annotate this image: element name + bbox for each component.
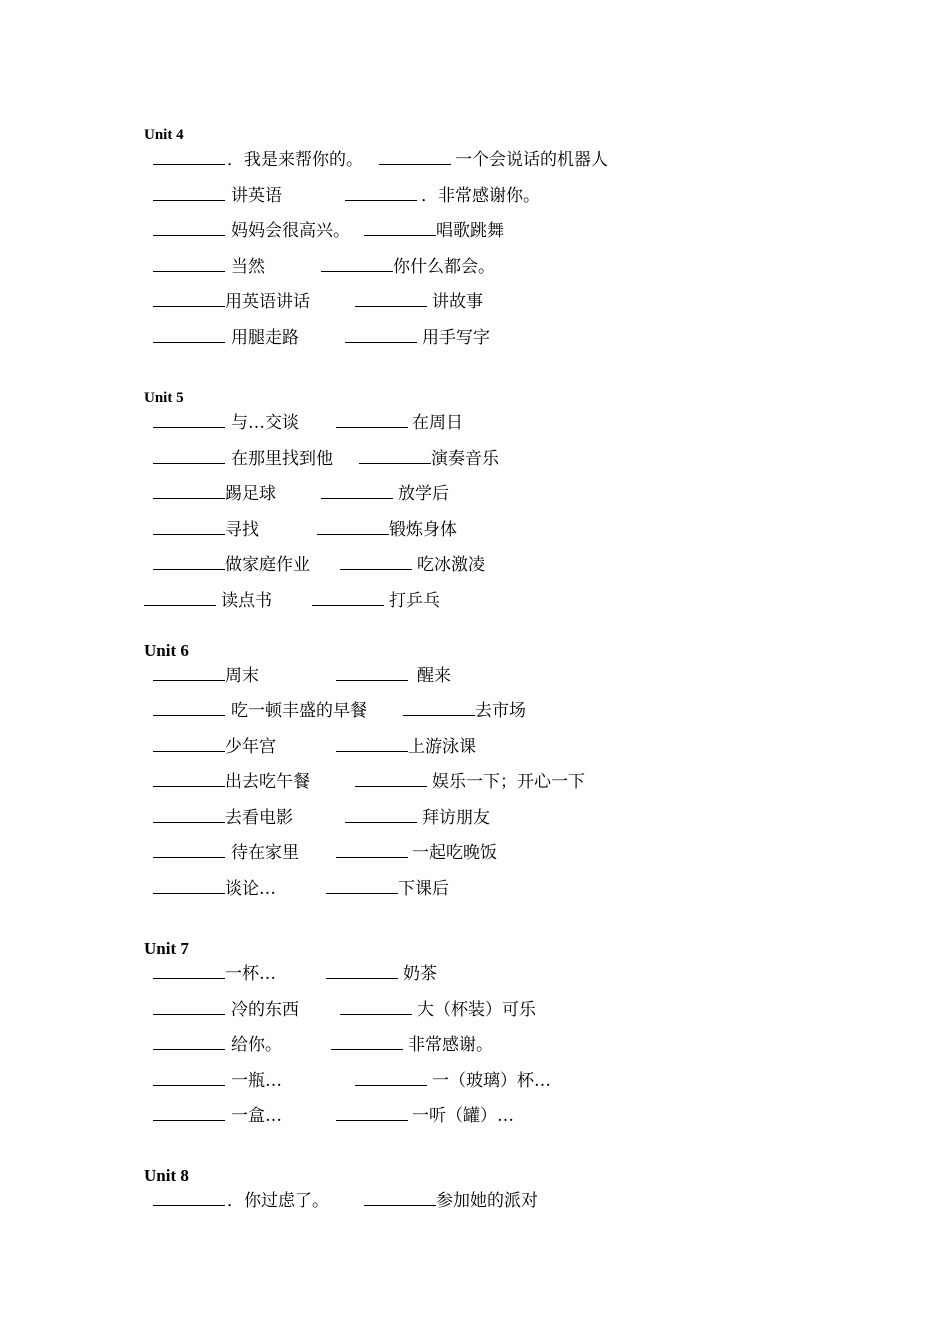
phrase-text: 在周日	[412, 413, 463, 433]
phrase-text: 踢足球	[225, 484, 276, 504]
answer-blank[interactable]	[153, 699, 225, 716]
answer-blank[interactable]	[336, 664, 408, 681]
phrase-text: 给你。	[231, 1035, 282, 1055]
phrase-text: 一听（罐）…	[412, 1106, 514, 1126]
unit-title: Unit 5	[144, 390, 184, 406]
phrase-text: 你什么都会。	[393, 257, 495, 277]
vocab-row	[0, 1069, 950, 1093]
unit-title: Unit 4	[144, 127, 184, 143]
answer-blank[interactable]	[326, 962, 398, 979]
phrase-text: 娱乐一下；开心一下	[432, 772, 585, 792]
phrase-text: 奶茶	[403, 964, 437, 984]
answer-blank[interactable]	[336, 841, 408, 858]
unit-title: Unit 7	[144, 939, 189, 958]
vocab-row	[0, 447, 950, 471]
answer-blank[interactable]	[153, 1033, 225, 1050]
phrase-text: 用英语讲话	[225, 292, 310, 312]
phrase-text: 演奏音乐	[431, 449, 499, 469]
vocab-row	[0, 1033, 950, 1057]
phrase-text: 与…交谈	[231, 413, 299, 433]
vocab-row	[0, 184, 950, 208]
vocab-row	[0, 255, 950, 279]
phrase-text: 参加她的派对	[436, 1191, 538, 1211]
phrase-text: 谈论…	[225, 879, 276, 899]
unit-title: Unit 8	[144, 1166, 189, 1185]
answer-blank[interactable]	[153, 998, 225, 1015]
answer-blank[interactable]	[153, 1104, 225, 1121]
answer-blank[interactable]	[153, 770, 225, 787]
phrase-text: 读点书	[221, 591, 272, 611]
answer-blank[interactable]	[153, 219, 225, 236]
answer-blank[interactable]	[153, 841, 225, 858]
answer-blank[interactable]	[336, 411, 408, 428]
phrase-text: 用手写字	[422, 328, 490, 348]
vocab-row	[0, 290, 950, 314]
phrase-text: 当然	[231, 257, 265, 277]
phrase-text: 拜访朋友	[422, 808, 490, 828]
phrase-text: 打乒乓	[389, 591, 440, 611]
vocab-row	[0, 962, 950, 986]
vocab-row	[0, 326, 950, 350]
phrase-text: 寻找	[225, 520, 259, 540]
phrase-text: 做家庭作业	[225, 555, 310, 575]
answer-blank[interactable]	[321, 482, 393, 499]
vocab-row	[0, 482, 950, 506]
answer-blank[interactable]	[153, 148, 225, 165]
phrase-text: 讲英语	[231, 186, 282, 206]
vocab-row	[0, 411, 950, 435]
phrase-text: 在那里找到他	[231, 449, 333, 469]
vocab-row	[0, 841, 950, 865]
phrase-text: 去看电影	[225, 808, 293, 828]
answer-blank[interactable]	[345, 184, 417, 201]
answer-blank[interactable]	[379, 148, 451, 165]
answer-blank[interactable]	[153, 877, 225, 894]
answer-blank[interactable]	[153, 518, 225, 535]
answer-blank[interactable]	[345, 326, 417, 343]
answer-blank[interactable]	[355, 770, 427, 787]
answer-blank[interactable]	[153, 290, 225, 307]
vocab-row	[0, 1189, 950, 1213]
phrase-text: ．你过虑了。	[227, 1191, 329, 1211]
unit-title: Unit 6	[144, 641, 189, 660]
answer-blank[interactable]	[153, 255, 225, 272]
answer-blank[interactable]	[403, 699, 475, 716]
vocab-row	[0, 998, 950, 1022]
phrase-text: ．非常感谢你。	[421, 186, 540, 206]
answer-blank[interactable]	[345, 806, 417, 823]
answer-blank[interactable]	[153, 326, 225, 343]
phrase-text: 唱歌跳舞	[436, 221, 504, 241]
phrase-text: 下课后	[398, 879, 449, 899]
answer-blank[interactable]	[364, 219, 436, 236]
phrase-text: 用腿走路	[231, 328, 299, 348]
phrase-text: 吃一顿丰盛的早餐	[231, 701, 367, 721]
phrase-text: 一个会说话的机器人	[455, 150, 608, 170]
answer-blank[interactable]	[336, 735, 408, 752]
phrase-text: 妈妈会很高兴。	[231, 221, 350, 241]
answer-blank[interactable]	[153, 806, 225, 823]
phrase-text: 非常感谢。	[408, 1035, 493, 1055]
vocab-row	[0, 589, 950, 613]
vocab-row	[0, 1104, 950, 1128]
phrase-text: 讲故事	[432, 292, 483, 312]
phrase-text: 吃冰激凌	[417, 555, 485, 575]
phrase-text: 一（玻璃）杯…	[432, 1071, 551, 1091]
vocab-row	[0, 219, 950, 243]
answer-blank[interactable]	[340, 553, 412, 570]
phrase-text: 出去吃午餐	[225, 772, 310, 792]
phrase-text: 大（杯装）可乐	[417, 1000, 536, 1020]
vocab-row	[0, 770, 950, 794]
vocab-row	[0, 664, 950, 688]
answer-blank[interactable]	[336, 1104, 408, 1121]
answer-blank[interactable]	[355, 1069, 427, 1086]
answer-blank[interactable]	[364, 1189, 436, 1206]
vocab-row	[0, 553, 950, 577]
phrase-text: 醒来	[417, 666, 451, 686]
vocab-row	[0, 148, 950, 172]
phrase-text: 一瓶…	[231, 1071, 282, 1091]
phrase-text: ．我是来帮你的。	[227, 150, 363, 170]
answer-blank[interactable]	[153, 184, 225, 201]
answer-blank[interactable]	[312, 589, 384, 606]
answer-blank[interactable]	[153, 447, 225, 464]
vocab-row	[0, 877, 950, 901]
phrase-text: 放学后	[398, 484, 449, 504]
answer-blank[interactable]	[153, 482, 225, 499]
answer-blank[interactable]	[153, 962, 225, 979]
phrase-text: 一起吃晚饭	[412, 843, 497, 863]
vocab-row	[0, 699, 950, 723]
answer-blank[interactable]	[340, 998, 412, 1015]
phrase-text: 一盒…	[231, 1106, 282, 1126]
phrase-text: 一杯…	[225, 964, 276, 984]
phrase-text: 待在家里	[231, 843, 299, 863]
answer-blank[interactable]	[321, 255, 393, 272]
vocab-row	[0, 806, 950, 830]
answer-blank[interactable]	[317, 518, 389, 535]
answer-blank[interactable]	[153, 735, 225, 752]
phrase-text: 少年宫	[225, 737, 276, 757]
vocab-row	[0, 735, 950, 759]
phrase-text: 上游泳课	[408, 737, 476, 757]
phrase-text: 锻炼身体	[389, 520, 457, 540]
answer-blank[interactable]	[144, 589, 216, 606]
answer-blank[interactable]	[355, 290, 427, 307]
vocab-row	[0, 518, 950, 542]
answer-blank[interactable]	[153, 1189, 225, 1206]
phrase-text: 周末	[225, 666, 259, 686]
answer-blank[interactable]	[153, 553, 225, 570]
answer-blank[interactable]	[359, 447, 431, 464]
answer-blank[interactable]	[326, 877, 398, 894]
answer-blank[interactable]	[153, 664, 225, 681]
answer-blank[interactable]	[331, 1033, 403, 1050]
answer-blank[interactable]	[153, 1069, 225, 1086]
phrase-text: 去市场	[475, 701, 526, 721]
answer-blank[interactable]	[153, 411, 225, 428]
phrase-text: 冷的东西	[231, 1000, 299, 1020]
